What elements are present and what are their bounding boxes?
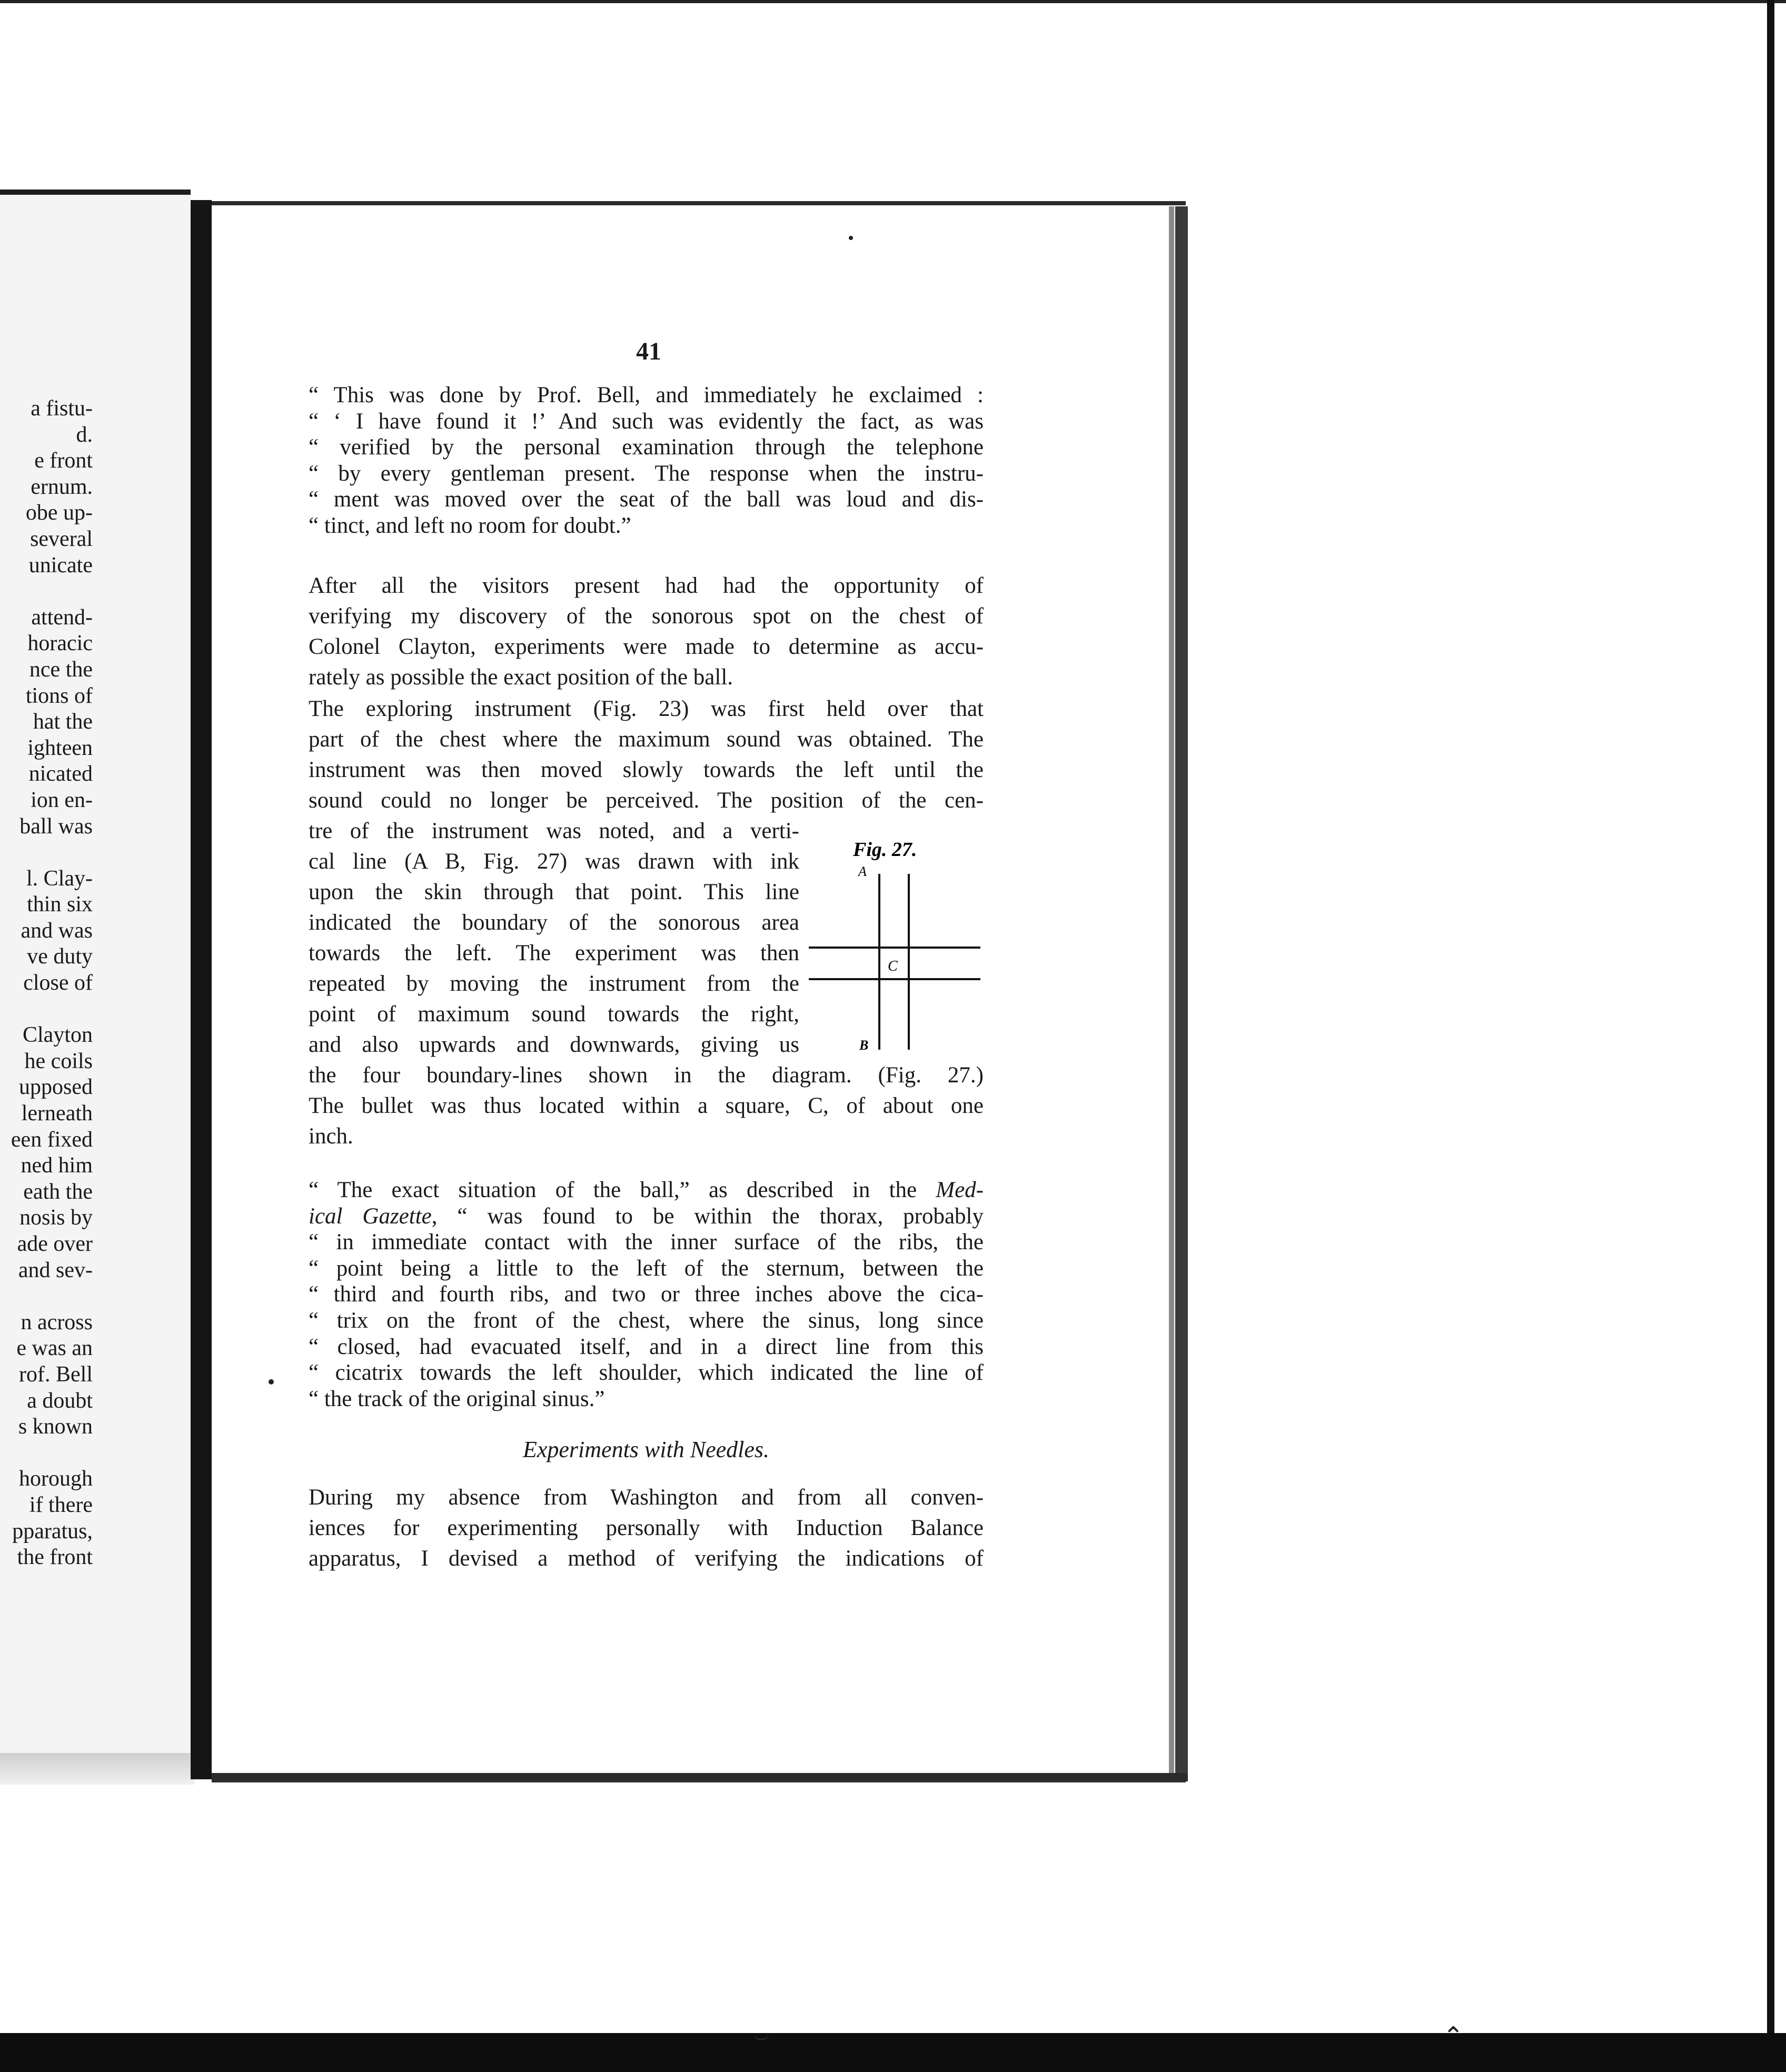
text-line: “ closed, had evacuated itself, and in a direct line from this [309,1334,984,1359]
left-page-line [0,1440,93,1467]
figure-label-a: A [858,864,867,879]
left-page-line: thin six [27,892,93,917]
left-page-line: l. Clay- [26,866,93,891]
left-page-shadow [0,1753,195,1785]
book-gutter [191,200,212,1779]
text-line: iences for experimenting personally with Induction Balance [309,1516,984,1540]
left-page-line: n across [21,1310,93,1334]
text-line: “ verified by the personal examination through the telephone [309,435,984,460]
figure-label-c: C [888,958,898,974]
left-page-line: nosis by [19,1206,93,1230]
paragraph-needles [309,1482,984,1574]
text-line: “ tinct, and left no room for doubt.” [309,513,631,538]
left-page-line: ve duty [27,944,93,969]
text-line: The bullet was thus located within a square, C, of about one [309,1093,984,1118]
text-line: “ point being a little to the left of the sternum, between the [309,1256,984,1281]
left-page-line: a fistu- [31,396,93,421]
page-edge-shade [1169,206,1174,1779]
text-line: “ ment was moved over the seat of the ball was loud and dis- [309,487,984,512]
left-page-line: ernum. [31,474,93,499]
left-page-line: unicate [28,553,93,577]
section-heading: Experiments with Needles. [522,1437,769,1462]
left-page-line: pparatus, [12,1519,93,1543]
text-line: cal line (A B, Fig. 27) was drawn with ink [309,849,799,874]
left-page-line: s known [18,1414,93,1439]
figure-27-svg [806,837,985,1058]
scan-mark: ⌃ [1443,2023,1464,2050]
scan-speck [269,1379,274,1384]
left-page-line: tions of [25,683,93,708]
quote-block-bell [309,382,984,539]
page-edge-stack [1175,206,1188,1779]
scan-speck [849,236,853,240]
left-page-line: eath the [23,1179,93,1204]
left-page-line: rof. Bell [19,1362,93,1387]
quote-block-medical-gazette [309,1177,984,1412]
left-page-line: the front [17,1545,93,1570]
page-number: 41 [636,337,661,365]
text-line: Colonel Clayton, experiments were made to determine as accu- [309,634,984,659]
text-line: rately as possible the exact position of the ball. [309,665,733,690]
left-page-line: d. [76,422,93,447]
left-page-line [0,579,93,605]
text-line: During my absence from Washington and from all conven- [309,1485,984,1510]
left-page-line: een fixed [11,1127,93,1152]
scan-border-bottom [0,2033,1786,2072]
paragraph-boundary-lines [309,1060,984,1152]
text-line: verifying my discovery of the sonorous spot on the chest of [309,604,984,629]
left-page-line: hat the [33,710,93,734]
text-line: “ the track of the original sinus.” [309,1386,605,1411]
page-bottom-edge [212,1773,1188,1781]
left-page-line: ade over [17,1232,93,1256]
text-line: indicated the boundary of the sonorous area [309,910,799,935]
left-page-line: several [30,526,93,551]
left-page-line [0,840,93,866]
left-page-line: nce the [29,657,93,682]
left-page-line: horacic [27,631,93,656]
text-line: “ trix on the front of the chest, where the sinus, long since [309,1308,984,1333]
left-page-line: upposed [19,1075,93,1100]
figure-caption: Fig. 27. [853,839,917,861]
text-line: apparatus, I devised a method of verifying the indications of [309,1546,984,1571]
text-line: “ third and fourth ribs, and two or three inches above the cica- [309,1282,984,1307]
text-line: “ ‘ I have found it !’ And such was evidently the fact, as was [309,409,984,434]
left-page-line: he coils [24,1049,93,1073]
left-page-line: Clayton [23,1023,93,1048]
text-line: inch. [309,1124,353,1149]
left-page-line [0,1283,93,1310]
text-line: repeated by moving the instrument from the [309,971,799,996]
text-line: “ in immediate contact with the inner surface of the ribs, the [309,1230,984,1255]
left-page-line: nicated [28,762,93,786]
text-line: upon the skin through that point. This line [309,880,799,904]
text-line: “ by every gentleman present. The response when the instru- [309,461,984,486]
left-page-line: ighteen [27,735,93,760]
left-page-line: attend- [31,605,93,630]
scan-border-top [0,0,1786,3]
text-line: point of maximum sound towards the right, [309,1002,799,1027]
figure-label-b: B [859,1038,869,1053]
text-line: “ This was done by Prof. Bell, and immediately he exclaimed : [309,383,984,407]
text-line: instrument was then moved slowly towards the left until the [309,758,984,782]
paragraph-exploring-instrument [309,694,984,816]
paragraph-visitors [309,571,984,693]
left-page-line: and was [21,918,93,943]
left-page-text-fragments [0,396,93,1571]
figure-27-diagram [806,837,985,1058]
scan-mark: ⌣ [753,2022,770,2050]
left-page-line: if there [29,1492,93,1517]
scan-border-right [1767,0,1774,2072]
left-page-line: ned him [21,1153,93,1178]
text-line: “ The exact situation of the ball,” as described in the Med- [309,1178,984,1202]
left-page-line: lerneath [21,1101,93,1126]
left-page-line: a doubt [27,1388,93,1413]
text-line: “ cicatrix towards the left shoulder, which indicated the line of [309,1360,984,1386]
text-line: After all the visitors present had had the opportunity of [309,573,984,598]
left-page-line: and sev- [18,1258,93,1282]
text-line: part of the chest where the maximum sound was obtained. The [309,727,984,752]
text-line: ical Gazette, “ was found to be within the thorax, probably [309,1203,984,1229]
left-page-line [0,997,93,1023]
text-line: and also upwards and downwards, giving us [309,1032,799,1057]
text-line: The exploring instrument (Fig. 23) was first held over that [309,696,984,721]
text-line: tre of the instrument was noted, and a verti- [309,819,799,843]
left-page-line: ball was [19,814,93,839]
left-page-line: e was an [16,1336,93,1361]
left-page-line: close of [23,971,93,995]
text-line: the four boundary-lines shown in the diagram. (Fig. 27.) [309,1063,984,1088]
text-line: towards the left. The experiment was then [309,941,799,965]
left-page-line: ion en- [31,788,93,812]
text-line: sound could no longer be perceived. The position of the cen- [309,788,984,813]
left-page-line: e front [34,449,93,473]
left-page-line: obe up- [25,501,93,525]
left-page-line: horough [19,1467,93,1491]
